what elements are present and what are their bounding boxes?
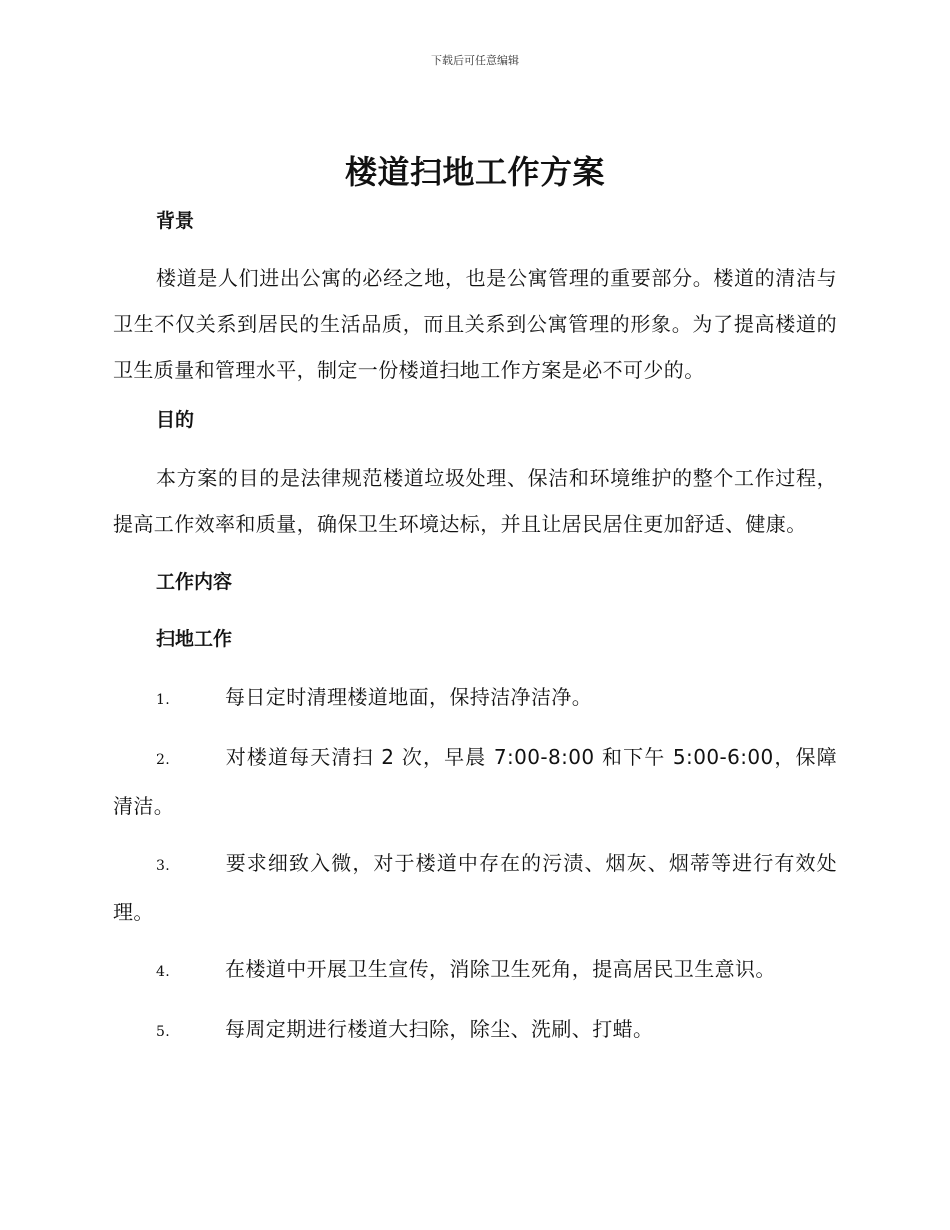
header-note: 下载后可任意编辑	[431, 54, 519, 67]
list-item-text: 要求细致入微，对于楼道中存在的污渍、烟灰、烟蒂等进行有效处理。	[113, 851, 837, 924]
document-title: 楼道扫地工作方案	[344, 153, 605, 191]
list-item	[113, 734, 837, 829]
document-body	[113, 200, 837, 1055]
list-item-text: 对楼道每天清扫 2 次，早晨 7:00-8:00 和下午 5:00-6:00，保障清洁。	[113, 745, 837, 818]
list-item	[113, 1006, 837, 1055]
list-item	[113, 840, 837, 935]
list-item-text: 每周定期进行楼道大扫除，除尘、洗刷、打蜡。	[225, 1017, 654, 1041]
list-item	[113, 946, 837, 995]
sweeping-task-list	[113, 674, 837, 1055]
section-paragraph-background: 楼道是人们进出公寓的必经之地，也是公寓管理的重要部分。楼道的清洁与卫生不仅关系到居民的生活品质，而且关系到公寓管理的形象。为了提高楼道的卫生质量和管理水平，制定一份楼道扫地工作方案是必不可少的。	[113, 266, 837, 382]
section-heading-purpose: 目的	[156, 409, 195, 431]
list-item-number: 1.	[156, 692, 171, 708]
list-item-number: 4.	[156, 964, 171, 980]
list-item-number: 3.	[156, 858, 171, 874]
list-item-number: 5.	[156, 1024, 171, 1040]
section-heading-sweeping: 扫地工作	[156, 628, 233, 650]
section-heading-background: 背景	[156, 210, 195, 232]
list-item-text: 每日定时清理楼道地面，保持洁净洁净。	[225, 685, 593, 709]
list-item-text: 在楼道中开展卫生宣传，消除卫生死角，提高居民卫生意识。	[225, 957, 776, 981]
section-heading-work-content: 工作内容	[156, 571, 233, 593]
section-paragraph-purpose: 本方案的目的是法律规范楼道垃圾处理、保洁和环境维护的整个工作过程，提高工作效率和质量，确保卫生环境达标，并且让居民居住更加舒适、健康。	[113, 466, 837, 536]
list-item-number: 2.	[156, 752, 171, 768]
list-item	[113, 674, 837, 723]
